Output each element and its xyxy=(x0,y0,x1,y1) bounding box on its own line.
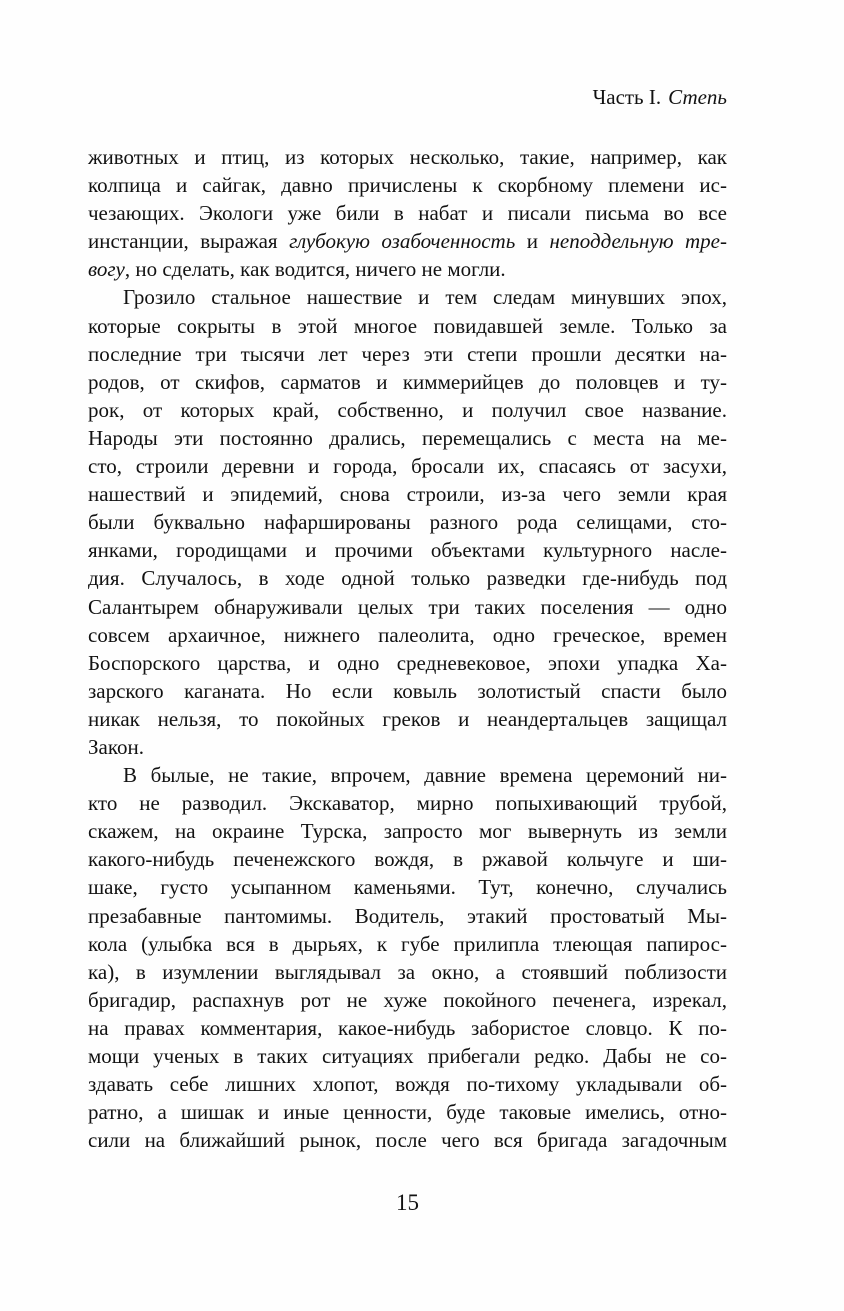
text-segment: рок, от которых край, собственно, и получил свое название. xyxy=(88,397,727,422)
text-segment: янками, городищами и прочими объектами культурного насле- xyxy=(88,538,727,563)
text-line xyxy=(88,873,727,901)
text-line xyxy=(88,227,727,255)
text-line xyxy=(88,677,727,705)
emphasized-text: неподдельную тре- xyxy=(549,229,727,254)
text-line xyxy=(88,705,727,733)
emphasized-text: вогу xyxy=(88,257,125,282)
paragraph xyxy=(88,761,727,1154)
text-segment: колпица и сайгак, давно причислены к скорбному племени ис- xyxy=(88,173,727,198)
text-segment: ка), в изумлении выглядывал за окно, а стоявший поблизости xyxy=(88,959,727,984)
text-segment: Грозило стальное нашествие и тем следам минувших эпох, xyxy=(123,285,727,310)
text-segment: мощи ученых в таких ситуациях прибегали редко. Дабы не со- xyxy=(88,1044,727,1068)
text-segment: которые сокрыты в этой многое повидавшей земле. Только за xyxy=(88,313,727,338)
text-segment: , но сделать, как водится, ничего не могли. xyxy=(124,257,506,282)
text-segment: дия. Случалось, в ходе одной только разведки где-нибудь под xyxy=(88,566,727,591)
text-line xyxy=(88,789,727,817)
text-segment: на правах комментария, какое-нибудь забористое словцо. К по- xyxy=(88,1015,727,1040)
text-line xyxy=(88,171,727,199)
text-segment: последние три тысячи лет через эти степи прошли десятки на- xyxy=(88,341,727,366)
text-line xyxy=(88,564,727,592)
text-line xyxy=(88,452,727,480)
text-segment: Салантырем обнаруживали целых три таких поселения — одно xyxy=(88,594,727,619)
text-segment: кола (улыбка вся в дырьях, к губе прилипла тлеющая папирос- xyxy=(88,931,727,956)
text-segment: кто не разводил. Экскаватор, мирно попыхивающий трубой, xyxy=(88,791,727,816)
text-line xyxy=(88,340,727,368)
text-segment: какого-нибудь печенежского вождя, в ржавой кольчуге и ши- xyxy=(88,847,727,872)
text-line xyxy=(88,143,727,171)
text-segment: и xyxy=(515,229,550,254)
text-line xyxy=(88,283,727,311)
text-segment: зарского каганата. Но если ковыль золотистый спасти было xyxy=(88,678,727,703)
text-line xyxy=(88,199,727,227)
text-segment: Закон. xyxy=(88,734,144,759)
running-head-part: Часть I. xyxy=(592,85,662,109)
text-line xyxy=(88,930,727,958)
text-segment: сто, строили деревни и города, бросали их, спасаясь от засухи, xyxy=(88,454,727,479)
text-segment: чезающих. Экологи уже били в набат и писали письма во все xyxy=(88,201,727,226)
text-segment: родов, от скифов, сарматов и киммерийцев до половцев и ту- xyxy=(88,369,727,394)
text-segment: ратно, а шишак и иные ценности, буде таковые имелись, отно- xyxy=(88,1100,727,1125)
paragraph xyxy=(88,143,727,283)
body-text xyxy=(88,143,727,1154)
text-segment: презабавные пантомимы. Водитель, этакий простоватый Мы- xyxy=(88,903,727,928)
running-head-chapter-title: Степь xyxy=(668,85,727,109)
text-line xyxy=(88,845,727,873)
text-segment: Народы эти постоянно дрались, перемещались с места на ме- xyxy=(88,425,727,450)
text-line xyxy=(88,902,727,930)
text-segment: совсем архаичное, нижнего палеолита, одно греческое, времен xyxy=(88,622,727,647)
text-line xyxy=(88,396,727,424)
text-line xyxy=(88,1070,727,1098)
text-segment: скажем, на окраине Турска, запросто мог вывернуть из земли xyxy=(88,819,727,844)
text-line xyxy=(88,536,727,564)
text-segment: инстанции, выражая xyxy=(88,229,290,254)
text-line xyxy=(88,1014,727,1042)
text-segment: В былые, не такие, впрочем, давние времена церемоний ни- xyxy=(123,763,727,788)
text-segment: были буквально нафаршированы разного рода селищами, сто- xyxy=(88,510,727,535)
running-head xyxy=(88,84,727,110)
text-segment: шаке, густо усыпанном каменьями. Тут, конечно, случались xyxy=(88,875,727,900)
text-line xyxy=(88,1126,727,1154)
text-line xyxy=(88,368,727,396)
text-line xyxy=(88,733,727,761)
emphasized-text: глубокую озабоченность xyxy=(289,229,516,254)
text-line xyxy=(88,312,727,340)
text-line xyxy=(88,958,727,986)
text-line xyxy=(88,1098,727,1126)
text-segment: никак нельзя, то покойных греков и неандертальцев защищал xyxy=(88,706,727,731)
text-segment: бригадир, распахнув рот не хуже покойного печенега, изрекал, xyxy=(88,987,727,1012)
text-line xyxy=(88,817,727,845)
text-segment: животных и птиц, из которых несколько, такие, например, как xyxy=(88,145,727,169)
text-line xyxy=(88,508,727,536)
text-line xyxy=(88,761,727,789)
text-segment: сили на ближайший рынок, после чего вся бригада загадочным xyxy=(88,1128,727,1153)
text-line xyxy=(88,649,727,677)
text-segment: нашествий и эпидемий, снова строили, из-за чего земли края xyxy=(88,482,727,507)
page-number: 15 xyxy=(396,1190,419,1215)
text-line xyxy=(88,593,727,621)
text-line xyxy=(88,986,727,1014)
text-segment: Боспорского царства, и одно средневековое, эпохи упадка Ха- xyxy=(88,650,727,675)
paragraph xyxy=(88,283,727,761)
text-segment: здавать себе лишних хлопот, вождя по-тихому укладывали об- xyxy=(88,1072,727,1097)
text-line xyxy=(88,1042,727,1070)
text-line xyxy=(88,480,727,508)
text-line xyxy=(88,424,727,452)
text-line xyxy=(88,621,727,649)
text-line xyxy=(88,255,727,283)
